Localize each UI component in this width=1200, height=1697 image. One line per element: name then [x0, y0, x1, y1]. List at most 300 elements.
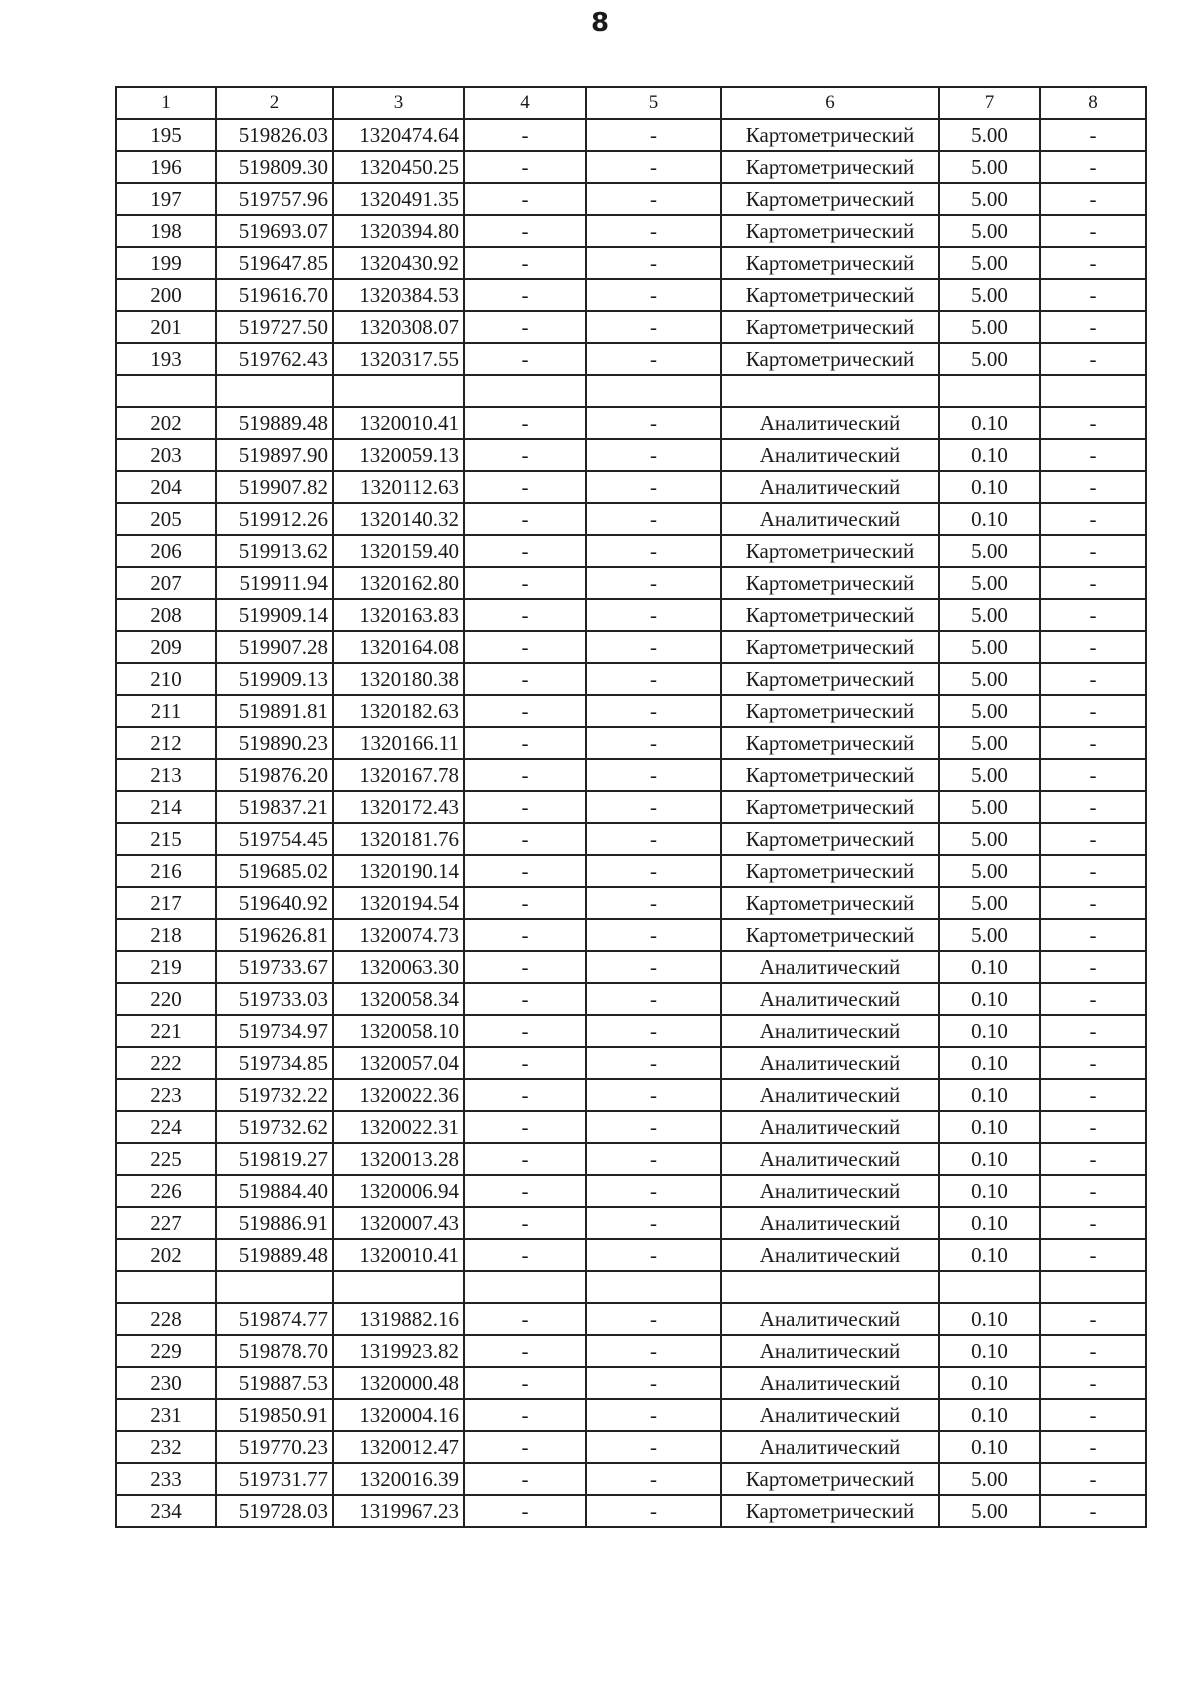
cell-method: Картометрический: [721, 631, 939, 663]
cell-coord-x: 519912.26: [216, 503, 333, 535]
cell-col-8: -: [1040, 951, 1146, 983]
cell-col-4: -: [464, 791, 586, 823]
cell-coord-x: 519734.97: [216, 1015, 333, 1047]
cell-coord-x: 519809.30: [216, 151, 333, 183]
cell-coord-x: 519850.91: [216, 1399, 333, 1431]
cell-col-4: -: [464, 983, 586, 1015]
cell-accuracy: 5.00: [939, 215, 1040, 247]
cell-method: Картометрический: [721, 311, 939, 343]
header-cell: 3: [333, 87, 464, 119]
cell-col-5: -: [586, 951, 721, 983]
cell-coord-y: [333, 375, 464, 407]
cell-point-number: 216: [116, 855, 216, 887]
cell-col-4: -: [464, 471, 586, 503]
cell-method: Картометрический: [721, 215, 939, 247]
cell-col-8: -: [1040, 471, 1146, 503]
cell-point-number: 201: [116, 311, 216, 343]
cell-coord-x: 519907.28: [216, 631, 333, 663]
cell-point-number: 207: [116, 567, 216, 599]
cell-method: Аналитический: [721, 407, 939, 439]
cell-point-number: 223: [116, 1079, 216, 1111]
cell-col-4: -: [464, 599, 586, 631]
cell-coord-y: 1320166.11: [333, 727, 464, 759]
cell-col-4: -: [464, 215, 586, 247]
table-row: [116, 1495, 1146, 1527]
cell-accuracy: 0.10: [939, 1335, 1040, 1367]
cell-method: Аналитический: [721, 1239, 939, 1271]
cell-col-4: -: [464, 1079, 586, 1111]
cell-point-number: 217: [116, 887, 216, 919]
cell-method: Картометрический: [721, 1495, 939, 1527]
cell-accuracy: 5.00: [939, 1463, 1040, 1495]
cell-accuracy: 5.00: [939, 823, 1040, 855]
table-row: [116, 279, 1146, 311]
table-row: [116, 791, 1146, 823]
cell-col-8: -: [1040, 183, 1146, 215]
cell-col-8: -: [1040, 1207, 1146, 1239]
cell-col-8: -: [1040, 151, 1146, 183]
table-row: [116, 631, 1146, 663]
cell-method: Картометрический: [721, 567, 939, 599]
cell-coord-x: 519913.62: [216, 535, 333, 567]
table-row: [116, 247, 1146, 279]
cell-col-8: -: [1040, 1015, 1146, 1047]
table-row: [116, 119, 1146, 151]
cell-method: Картометрический: [721, 279, 939, 311]
cell-col-5: -: [586, 119, 721, 151]
cell-method: Аналитический: [721, 983, 939, 1015]
cell-col-5: -: [586, 279, 721, 311]
cell-col-4: -: [464, 1239, 586, 1271]
cell-point-number: 203: [116, 439, 216, 471]
cell-col-8: -: [1040, 631, 1146, 663]
cell-coord-x: 519884.40: [216, 1175, 333, 1207]
cell-col-5: -: [586, 247, 721, 279]
cell-coord-x: 519876.20: [216, 759, 333, 791]
cell-col-8: -: [1040, 215, 1146, 247]
cell-coord-y: 1320058.34: [333, 983, 464, 1015]
cell-col-8: -: [1040, 1303, 1146, 1335]
header-cell: 2: [216, 87, 333, 119]
cell-col-5: -: [586, 215, 721, 247]
cell-point-number: 195: [116, 119, 216, 151]
cell-col-4: -: [464, 727, 586, 759]
cell-col-4: [464, 375, 586, 407]
cell-method: Аналитический: [721, 1303, 939, 1335]
cell-accuracy: 5.00: [939, 279, 1040, 311]
cell-col-8: -: [1040, 1239, 1146, 1271]
cell-accuracy: 5.00: [939, 183, 1040, 215]
cell-point-number: 221: [116, 1015, 216, 1047]
table-row: [116, 439, 1146, 471]
table-row: [116, 183, 1146, 215]
cell-coord-y: 1320058.10: [333, 1015, 464, 1047]
cell-col-4: -: [464, 1399, 586, 1431]
cell-method: Картометрический: [721, 727, 939, 759]
cell-col-8: -: [1040, 663, 1146, 695]
cell-coord-y: 1320474.64: [333, 119, 464, 151]
cell-accuracy: 0.10: [939, 407, 1040, 439]
cell-accuracy: 5.00: [939, 727, 1040, 759]
header-cell: 4: [464, 87, 586, 119]
cell-col-5: -: [586, 1335, 721, 1367]
cell-accuracy: 5.00: [939, 663, 1040, 695]
cell-method: Картометрический: [721, 343, 939, 375]
cell-col-8: -: [1040, 343, 1146, 375]
cell-method: Картометрический: [721, 791, 939, 823]
cell-coord-y: 1320063.30: [333, 951, 464, 983]
cell-accuracy: 5.00: [939, 1495, 1040, 1527]
cell-accuracy: 5.00: [939, 759, 1040, 791]
cell-accuracy: 0.10: [939, 1303, 1040, 1335]
cell-method: Аналитический: [721, 439, 939, 471]
cell-coord-x: 519685.02: [216, 855, 333, 887]
table-row: [116, 1367, 1146, 1399]
cell-coord-x: [216, 1271, 333, 1303]
cell-coord-y: 1319967.23: [333, 1495, 464, 1527]
cell-col-5: [586, 375, 721, 407]
cell-col-8: -: [1040, 887, 1146, 919]
cell-col-5: -: [586, 663, 721, 695]
cell-col-5: [586, 1271, 721, 1303]
cell-method: Аналитический: [721, 1335, 939, 1367]
cell-point-number: 220: [116, 983, 216, 1015]
table-row: [116, 983, 1146, 1015]
cell-coord-x: 519626.81: [216, 919, 333, 951]
cell-point-number: 212: [116, 727, 216, 759]
cell-point-number: 211: [116, 695, 216, 727]
table-row: [116, 1271, 1146, 1303]
cell-col-4: -: [464, 247, 586, 279]
cell-col-5: -: [586, 1175, 721, 1207]
cell-method: Картометрический: [721, 887, 939, 919]
cell-col-4: -: [464, 695, 586, 727]
cell-point-number: 232: [116, 1431, 216, 1463]
cell-accuracy: [939, 1271, 1040, 1303]
cell-coord-x: 519733.67: [216, 951, 333, 983]
cell-col-5: -: [586, 1239, 721, 1271]
cell-col-8: -: [1040, 983, 1146, 1015]
cell-coord-x: 519878.70: [216, 1335, 333, 1367]
cell-col-5: -: [586, 1303, 721, 1335]
cell-accuracy: 0.10: [939, 1207, 1040, 1239]
cell-accuracy: 5.00: [939, 887, 1040, 919]
cell-coord-y: 1320012.47: [333, 1431, 464, 1463]
cell-coord-y: 1320007.43: [333, 1207, 464, 1239]
cell-col-4: -: [464, 151, 586, 183]
cell-col-4: -: [464, 855, 586, 887]
cell-col-5: -: [586, 1367, 721, 1399]
cell-coord-y: 1320074.73: [333, 919, 464, 951]
header-cell: 6: [721, 87, 939, 119]
cell-coord-x: 519733.03: [216, 983, 333, 1015]
cell-col-8: -: [1040, 791, 1146, 823]
cell-col-5: -: [586, 1495, 721, 1527]
cell-coord-x: 519890.23: [216, 727, 333, 759]
cell-coord-y: 1320194.54: [333, 887, 464, 919]
cell-coord-x: 519886.91: [216, 1207, 333, 1239]
cell-col-8: -: [1040, 247, 1146, 279]
cell-col-8: -: [1040, 279, 1146, 311]
cell-col-8: -: [1040, 567, 1146, 599]
header-row: [116, 87, 1146, 119]
cell-point-number: 214: [116, 791, 216, 823]
cell-coord-x: 519647.85: [216, 247, 333, 279]
table-row: [116, 567, 1146, 599]
cell-col-5: -: [586, 1463, 721, 1495]
cell-coord-y: 1320182.63: [333, 695, 464, 727]
cell-point-number: 234: [116, 1495, 216, 1527]
cell-point-number: 233: [116, 1463, 216, 1495]
cell-col-8: -: [1040, 407, 1146, 439]
table-row: [116, 407, 1146, 439]
cell-method: Аналитический: [721, 503, 939, 535]
cell-coord-x: [216, 375, 333, 407]
table-row: [116, 311, 1146, 343]
cell-accuracy: 5.00: [939, 343, 1040, 375]
table-body: [116, 87, 1146, 1527]
cell-point-number: 205: [116, 503, 216, 535]
cell-point-number: 227: [116, 1207, 216, 1239]
cell-col-8: -: [1040, 1047, 1146, 1079]
cell-method: Картометрический: [721, 183, 939, 215]
cell-method: Картометрический: [721, 855, 939, 887]
cell-col-8: -: [1040, 759, 1146, 791]
cell-coord-x: 519911.94: [216, 567, 333, 599]
table-row: [116, 727, 1146, 759]
cell-col-8: [1040, 1271, 1146, 1303]
cell-point-number: 199: [116, 247, 216, 279]
cell-coord-y: 1320112.63: [333, 471, 464, 503]
cell-coord-y: 1320140.32: [333, 503, 464, 535]
table-row: [116, 1143, 1146, 1175]
cell-col-4: -: [464, 119, 586, 151]
coordinates-table: [115, 86, 1147, 1528]
cell-coord-y: 1320006.94: [333, 1175, 464, 1207]
cell-coord-y: 1320022.31: [333, 1111, 464, 1143]
cell-coord-x: 519907.82: [216, 471, 333, 503]
cell-point-number: 202: [116, 407, 216, 439]
cell-col-4: -: [464, 1207, 586, 1239]
cell-accuracy: 5.00: [939, 599, 1040, 631]
cell-method: Аналитический: [721, 1431, 939, 1463]
cell-point-number: 222: [116, 1047, 216, 1079]
cell-coord-y: 1320384.53: [333, 279, 464, 311]
cell-coord-x: 519732.62: [216, 1111, 333, 1143]
cell-col-5: -: [586, 1431, 721, 1463]
cell-col-4: -: [464, 1463, 586, 1495]
cell-point-number: 193: [116, 343, 216, 375]
cell-col-4: -: [464, 439, 586, 471]
cell-col-5: -: [586, 823, 721, 855]
cell-col-5: -: [586, 983, 721, 1015]
cell-method: Картометрический: [721, 695, 939, 727]
table-row: [116, 759, 1146, 791]
cell-coord-y: 1320164.08: [333, 631, 464, 663]
cell-col-8: -: [1040, 1463, 1146, 1495]
cell-col-5: -: [586, 535, 721, 567]
cell-col-5: -: [586, 695, 721, 727]
cell-col-5: -: [586, 1207, 721, 1239]
cell-method: Картометрический: [721, 535, 939, 567]
table-row: [116, 215, 1146, 247]
table-row: [116, 375, 1146, 407]
cell-coord-y: 1320317.55: [333, 343, 464, 375]
cell-coord-x: 519770.23: [216, 1431, 333, 1463]
cell-col-4: -: [464, 1015, 586, 1047]
cell-accuracy: 5.00: [939, 119, 1040, 151]
cell-col-4: -: [464, 663, 586, 695]
cell-col-4: -: [464, 887, 586, 919]
cell-col-4: -: [464, 1431, 586, 1463]
cell-point-number: 202: [116, 1239, 216, 1271]
cell-accuracy: 5.00: [939, 311, 1040, 343]
header-cell: 7: [939, 87, 1040, 119]
table-row: [116, 1015, 1146, 1047]
cell-col-8: -: [1040, 727, 1146, 759]
cell-coord-x: 519909.13: [216, 663, 333, 695]
cell-col-5: -: [586, 1015, 721, 1047]
cell-accuracy: 0.10: [939, 983, 1040, 1015]
cell-col-8: -: [1040, 823, 1146, 855]
page-number: 8: [590, 8, 610, 38]
cell-col-5: -: [586, 471, 721, 503]
cell-coord-x: 519897.90: [216, 439, 333, 471]
cell-point-number: 209: [116, 631, 216, 663]
cell-point-number: 213: [116, 759, 216, 791]
cell-col-4: -: [464, 503, 586, 535]
cell-point-number: 210: [116, 663, 216, 695]
cell-accuracy: 0.10: [939, 1399, 1040, 1431]
cell-point-number: [116, 1271, 216, 1303]
cell-accuracy: 5.00: [939, 919, 1040, 951]
cell-coord-x: 519732.22: [216, 1079, 333, 1111]
cell-coord-y: 1319923.82: [333, 1335, 464, 1367]
cell-coord-x: 519891.81: [216, 695, 333, 727]
cell-method: [721, 1271, 939, 1303]
table-row: [116, 1111, 1146, 1143]
cell-accuracy: 5.00: [939, 695, 1040, 727]
cell-coord-x: 519640.92: [216, 887, 333, 919]
cell-point-number: 219: [116, 951, 216, 983]
table-row: [116, 1303, 1146, 1335]
cell-col-8: -: [1040, 535, 1146, 567]
cell-col-4: [464, 1271, 586, 1303]
cell-col-8: -: [1040, 1079, 1146, 1111]
cell-coord-x: 519693.07: [216, 215, 333, 247]
cell-coord-x: 519754.45: [216, 823, 333, 855]
cell-coord-y: 1320162.80: [333, 567, 464, 599]
cell-method: Аналитический: [721, 1079, 939, 1111]
cell-col-5: -: [586, 759, 721, 791]
cell-method: Аналитический: [721, 951, 939, 983]
cell-col-5: -: [586, 631, 721, 663]
cell-col-4: -: [464, 1303, 586, 1335]
cell-col-5: -: [586, 343, 721, 375]
cell-coord-x: 519819.27: [216, 1143, 333, 1175]
cell-method: Аналитический: [721, 1143, 939, 1175]
cell-point-number: 196: [116, 151, 216, 183]
table-row: [116, 1335, 1146, 1367]
cell-col-8: [1040, 375, 1146, 407]
table-row: [116, 695, 1146, 727]
table-row: [116, 599, 1146, 631]
cell-accuracy: 0.10: [939, 1143, 1040, 1175]
cell-method: Картометрический: [721, 247, 939, 279]
cell-coord-x: 519616.70: [216, 279, 333, 311]
cell-col-8: -: [1040, 599, 1146, 631]
cell-col-8: -: [1040, 1495, 1146, 1527]
cell-method: Аналитический: [721, 1367, 939, 1399]
cell-coord-x: 519762.43: [216, 343, 333, 375]
cell-col-4: -: [464, 631, 586, 663]
cell-method: Картометрический: [721, 759, 939, 791]
cell-coord-x: 519728.03: [216, 1495, 333, 1527]
cell-coord-y: 1320004.16: [333, 1399, 464, 1431]
cell-coord-y: 1320016.39: [333, 1463, 464, 1495]
cell-col-4: -: [464, 823, 586, 855]
cell-col-8: -: [1040, 1399, 1146, 1431]
table-row: [116, 503, 1146, 535]
cell-point-number: 229: [116, 1335, 216, 1367]
cell-coord-x: 519757.96: [216, 183, 333, 215]
cell-col-4: -: [464, 919, 586, 951]
cell-point-number: 206: [116, 535, 216, 567]
table-row: [116, 471, 1146, 503]
cell-coord-y: 1320059.13: [333, 439, 464, 471]
cell-col-5: -: [586, 151, 721, 183]
cell-accuracy: 5.00: [939, 151, 1040, 183]
cell-method: Картометрический: [721, 919, 939, 951]
cell-coord-y: 1320430.92: [333, 247, 464, 279]
cell-col-5: -: [586, 503, 721, 535]
cell-accuracy: 0.10: [939, 439, 1040, 471]
cell-point-number: 198: [116, 215, 216, 247]
cell-coord-x: 519734.85: [216, 1047, 333, 1079]
cell-col-8: -: [1040, 311, 1146, 343]
cell-coord-x: 519874.77: [216, 1303, 333, 1335]
cell-col-4: -: [464, 311, 586, 343]
cell-col-4: -: [464, 567, 586, 599]
cell-coord-x: 519837.21: [216, 791, 333, 823]
cell-col-5: -: [586, 1143, 721, 1175]
cell-coord-y: 1320159.40: [333, 535, 464, 567]
cell-method: Аналитический: [721, 1047, 939, 1079]
cell-accuracy: 5.00: [939, 247, 1040, 279]
cell-coord-y: 1320000.48: [333, 1367, 464, 1399]
cell-col-8: -: [1040, 439, 1146, 471]
cell-accuracy: 0.10: [939, 1239, 1040, 1271]
cell-col-8: -: [1040, 695, 1146, 727]
cell-col-4: -: [464, 183, 586, 215]
cell-col-4: -: [464, 759, 586, 791]
cell-col-4: -: [464, 1495, 586, 1527]
table-row: [116, 951, 1146, 983]
cell-method: Картометрический: [721, 663, 939, 695]
cell-accuracy: 5.00: [939, 791, 1040, 823]
cell-method: Аналитический: [721, 1175, 939, 1207]
cell-col-4: -: [464, 535, 586, 567]
cell-accuracy: 5.00: [939, 631, 1040, 663]
cell-method: Аналитический: [721, 1111, 939, 1143]
cell-method: Аналитический: [721, 1015, 939, 1047]
table-row: [116, 1399, 1146, 1431]
cell-coord-y: 1320308.07: [333, 311, 464, 343]
cell-col-5: -: [586, 311, 721, 343]
cell-col-4: -: [464, 1367, 586, 1399]
table-row: [116, 919, 1146, 951]
cell-coord-y: 1320190.14: [333, 855, 464, 887]
